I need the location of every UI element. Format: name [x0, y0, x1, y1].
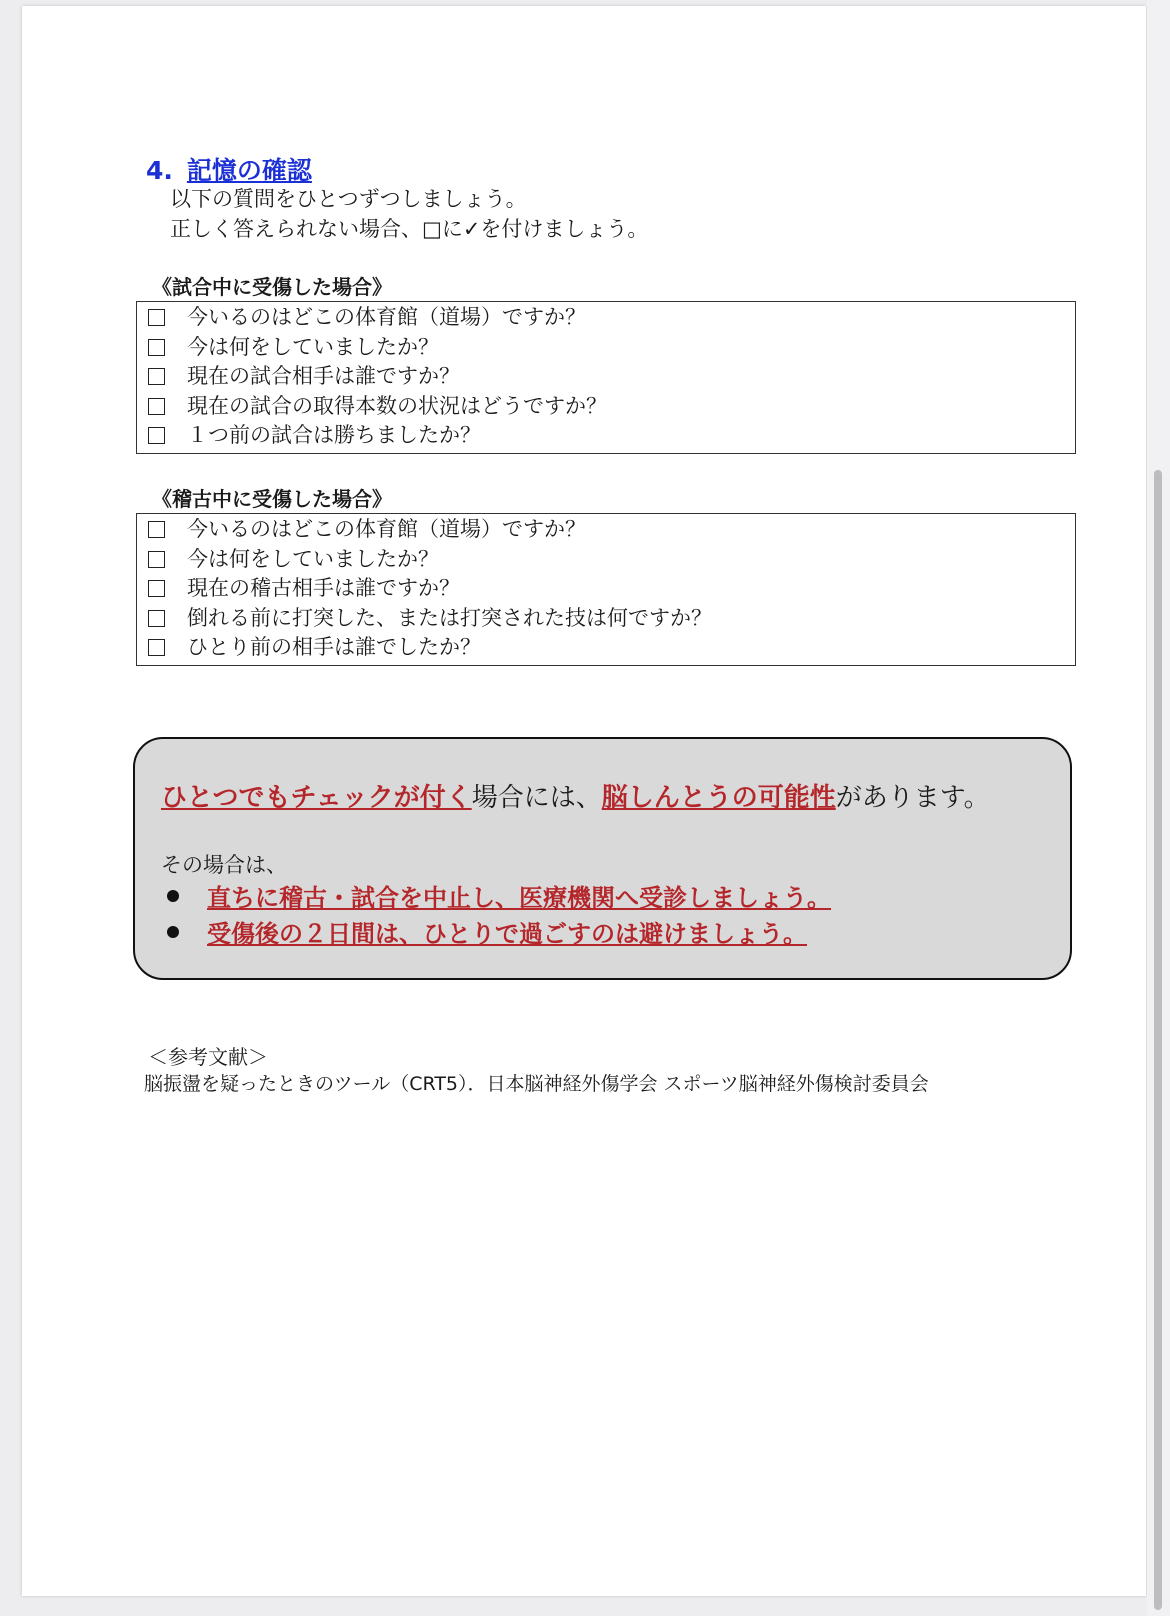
warning-bullet [161, 878, 831, 913]
checkbox[interactable] [148, 368, 165, 385]
instruction-line: 以下の質問をひとつずつしましょう。 [170, 187, 527, 211]
practice-injury-heading: 《稽古中に受傷した場合》 [152, 487, 392, 511]
question-text: 今いるのはどこの体育館（道場）ですか？ [187, 305, 586, 329]
checklist-item [137, 633, 1075, 663]
question-text: １つ前の試合は勝ちましたか？ [187, 423, 481, 447]
checkbox[interactable] [148, 610, 165, 627]
concussion-warning-box [133, 737, 1072, 980]
question-text: 今は何をしていましたか？ [187, 546, 439, 571]
question-text: 現在の試合の取得本数の状況はどうですか？ [187, 393, 607, 418]
warning-headline [161, 777, 990, 814]
match-injury-heading: 《試合中に受傷した場合》 [152, 275, 392, 299]
section-number: 4. [146, 156, 173, 185]
reference-text: 脳振盪を疑ったときのツール（CRT5）．日本脳神経外傷学会 スポーツ脳神経外傷検討委員会 [144, 1073, 929, 1095]
checkbox[interactable] [148, 398, 165, 415]
checklist-item [137, 303, 1075, 333]
warning-emphasis: 脳しんとうの可能性 [601, 783, 836, 813]
warning-subtext: その場合は、 [161, 853, 287, 877]
question-text: 現在の試合相手は誰ですか？ [187, 364, 460, 388]
section-title: 記憶の確認 [186, 156, 312, 185]
question-text: 今は何をしていましたか？ [187, 334, 439, 359]
warning-emphasis: ひとつでもチェックが付く [161, 783, 472, 813]
document-page [22, 6, 1146, 1596]
reference-title: ＜参考文献＞ [148, 1045, 268, 1069]
checklist-item [137, 515, 1075, 545]
question-text: 今いるのはどこの体育館（道場）ですか？ [187, 517, 586, 541]
checklist-item [137, 604, 1075, 634]
instruction-line: 正しく答えられない場合、□に✓を付けましょう。 [170, 217, 649, 241]
checkbox[interactable] [148, 309, 165, 326]
scrollbar-thumb[interactable] [1154, 470, 1162, 1610]
bullet-dot-icon [167, 890, 179, 902]
checkbox[interactable] [148, 339, 165, 356]
warning-bullet [161, 914, 807, 949]
question-text: 倒れる前に打突した、または打突された技は何ですか？ [187, 605, 712, 630]
bullet-dot-icon [167, 926, 179, 938]
checklist-item [137, 333, 1075, 363]
match-injury-checklist [136, 301, 1076, 454]
checkbox[interactable] [148, 521, 165, 538]
checkbox[interactable] [148, 427, 165, 444]
question-text: 現在の稽古相手は誰ですか？ [187, 576, 460, 600]
checklist-item [137, 392, 1075, 422]
section-heading [146, 151, 312, 187]
practice-injury-checklist [136, 513, 1076, 666]
checklist-item [137, 362, 1075, 392]
question-text: ひとり前の相手は誰でしたか？ [187, 635, 481, 659]
checklist-item [137, 574, 1075, 604]
bullet-text: 受傷後の２日間は、ひとりで過ごすのは避けましょう。 [207, 920, 807, 948]
warning-text: 場合には、 [471, 783, 602, 813]
checkbox[interactable] [148, 580, 165, 597]
checklist-item [137, 421, 1075, 451]
warning-text: があります。 [835, 783, 990, 813]
checkbox[interactable] [148, 639, 165, 656]
bullet-text: 直ちに稽古・試合を中止し、医療機関へ受診しましょう。 [207, 884, 831, 912]
vertical-scrollbar[interactable] [1147, 0, 1170, 1616]
checkbox[interactable] [148, 551, 165, 568]
checklist-item [137, 545, 1075, 575]
